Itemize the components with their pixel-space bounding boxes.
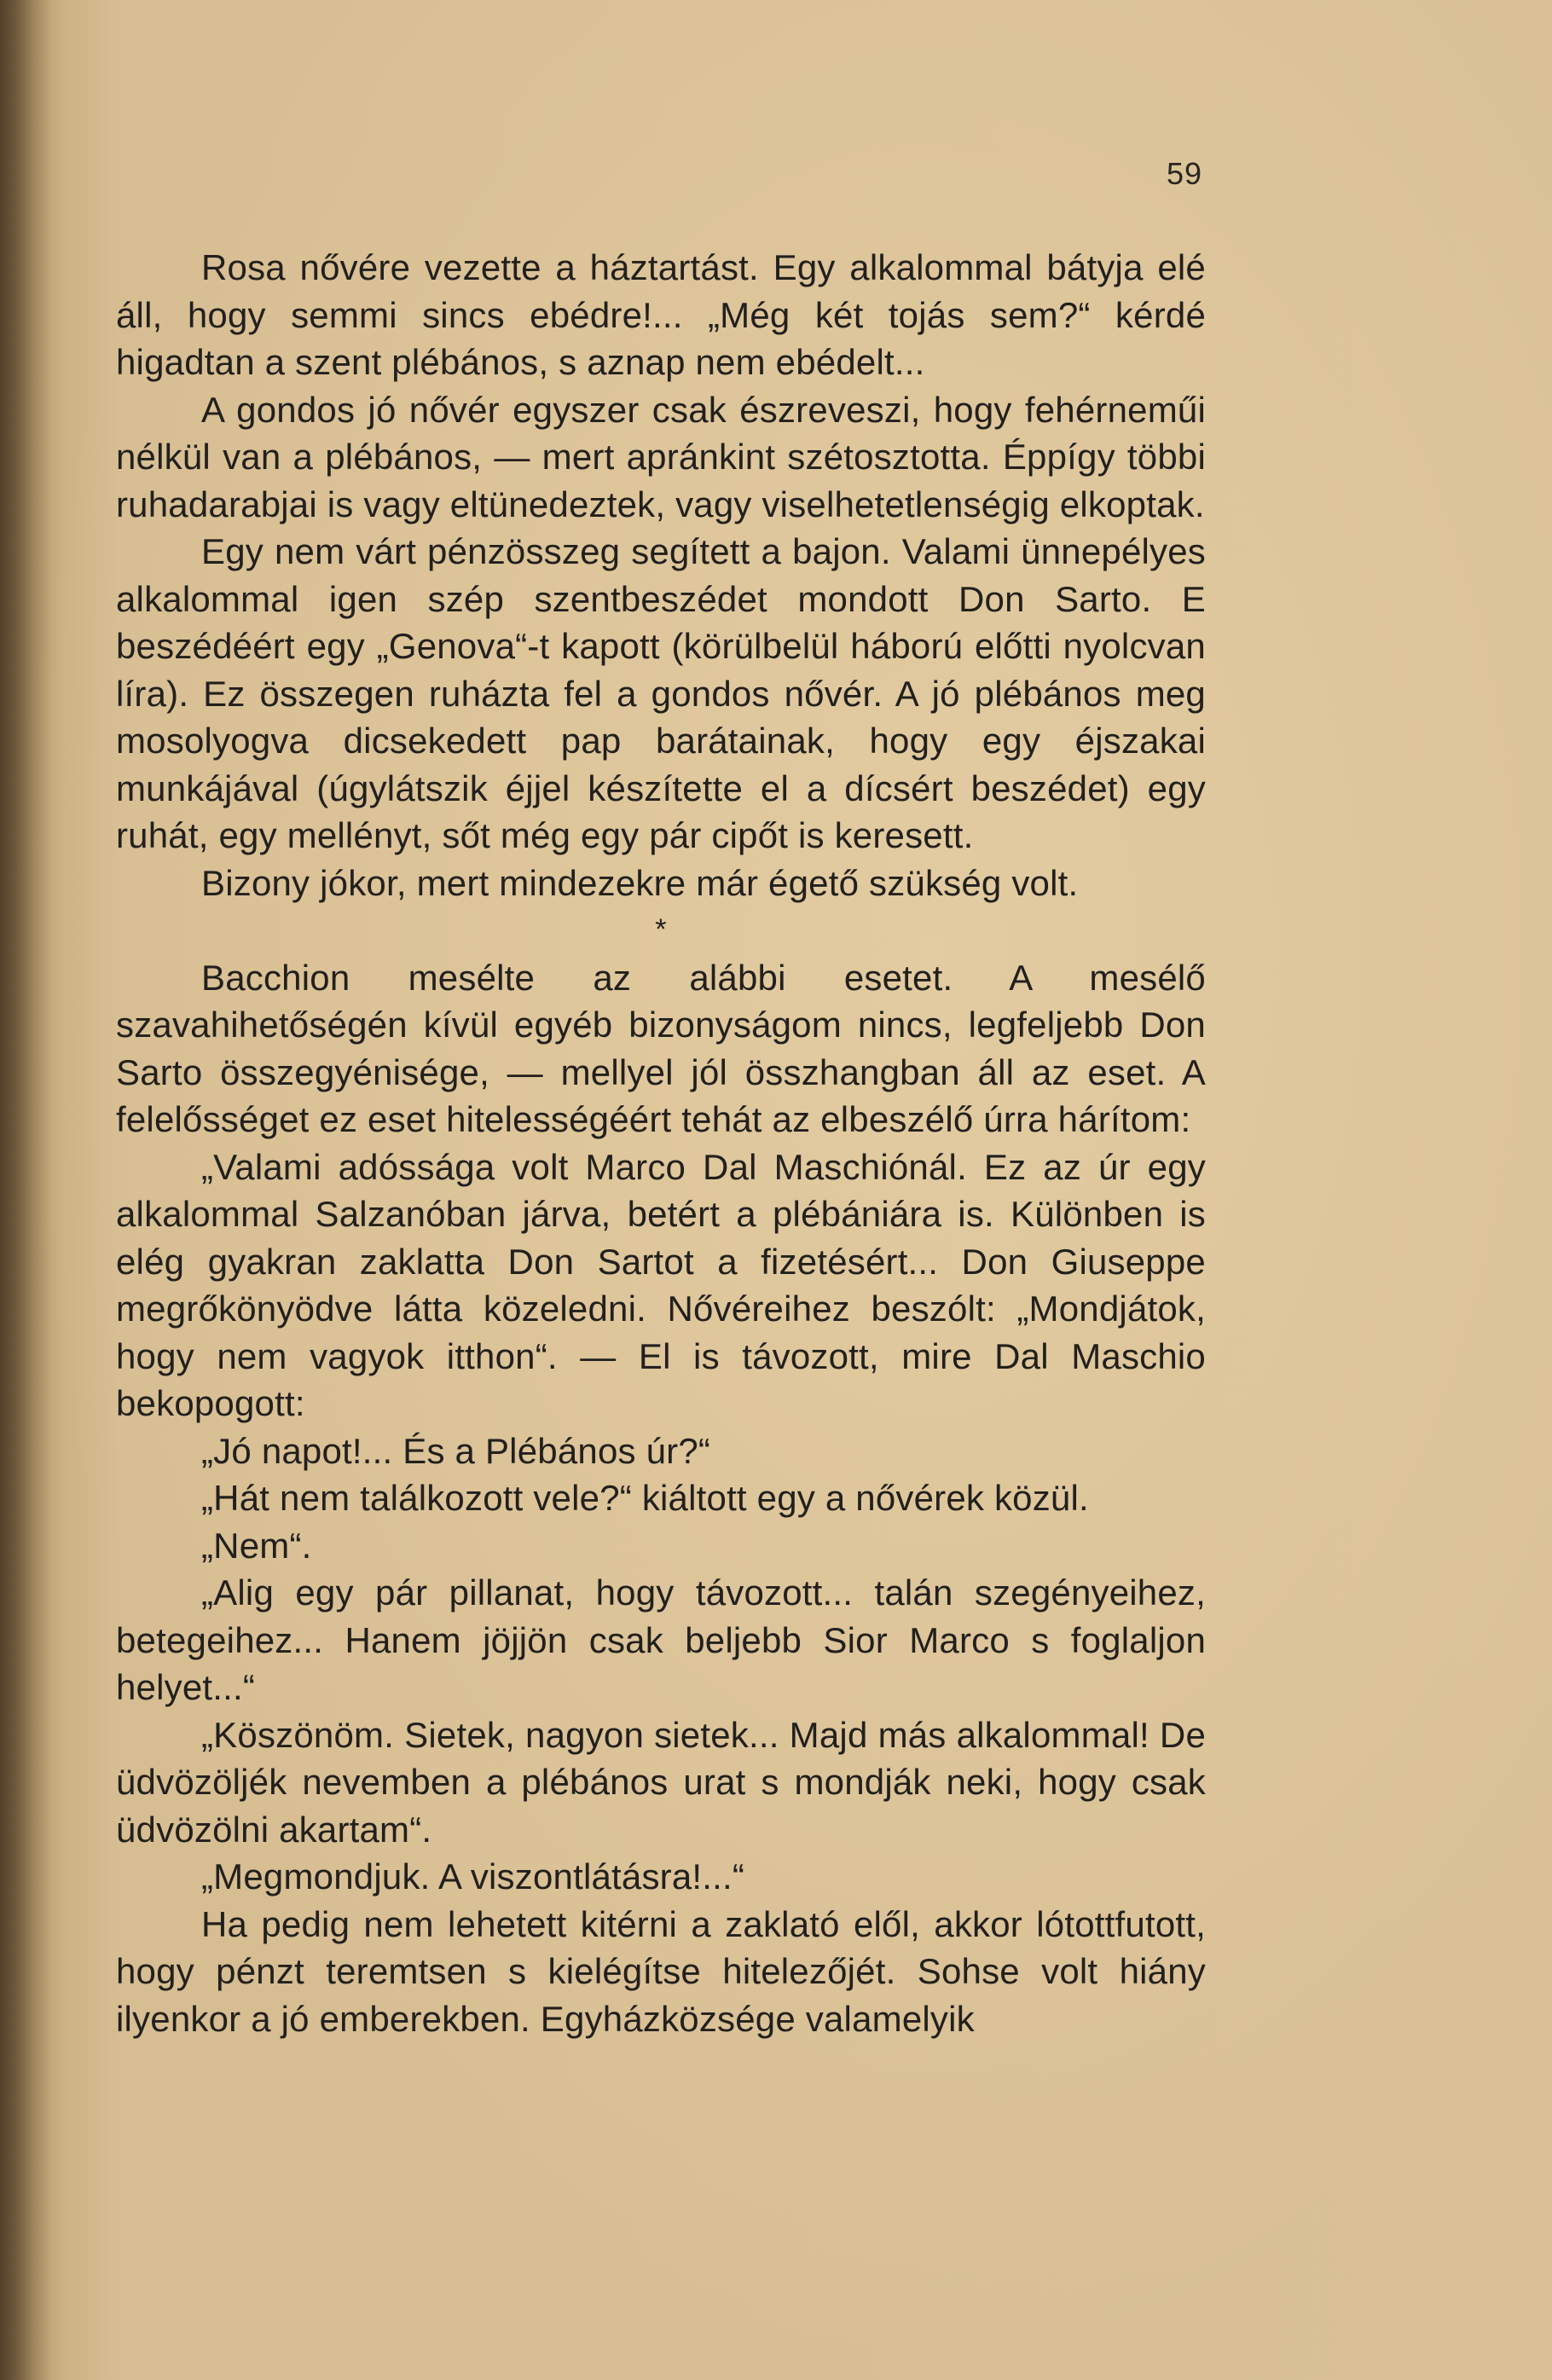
paragraph: „Hát nem találkozott vele?“ kiáltott egy a nővérek közül. [201, 1478, 1089, 1518]
page-number: 59 [1167, 156, 1203, 191]
paragraph: „Köszönöm. Sietek, nagyon sietek... Majd más alkalommal! De üdvözöljék nevemben a plébános urat s mondják neki, hogy csak üdvözölni akartam“. [116, 1714, 1206, 1850]
paragraph: Rosa nővére vezette a háztartást. Egy alkalommal bátyja elé áll, hogy semmi sincs ebédre!... „Még két tojás sem?“ kérdé higadtan a szent plébános, s aznap nem ebédelt... [116, 247, 1206, 382]
paragraph: Egy nem várt pénzösszeg segített a bajon. Valami ünnepélyes alkalommal igen szép szentbeszédet mondott Don Sarto. E beszédéért egy „Genova“-t kapott (körülbelül háború előtti nyolcvan líra). Ez összegen ruházta fel a gondos nővér. A jó plébános meg mosolyogva dicsekedett pap barátainak, hogy egy éjszakai munkájával (úgylátszik éjjel készítette el a dícsért beszédet) egy ruhát, egy mellényt, sőt még egy pár cipőt is keresett. [116, 531, 1206, 855]
paragraph: Bizony jókor, mert mindezekre már égető szükség volt. [201, 862, 1079, 903]
gutter-shadow [0, 0, 51, 2380]
body-text [116, 244, 1206, 2042]
paragraph: Bacchion mesélte az alábbi esetet. A mesélő szavahihetőségén kívül egyéb bizonyságom nincs, legfeljebb Don Sarto összegyénisége, — mellyel jól összhangban áll az eset. A felelősséget ez eset hitelességéért tehát az elbeszélő úrra hárítom: [116, 957, 1206, 1139]
paragraph: Ha pedig nem lehetett kitérni a zaklató elől, akkor lótottfutott, hogy pénzt teremtsen s kielégítse hitelezőjét. Sohse volt hiány ilyenkor a jó emberekben. Egyházközsége valamelyik [116, 1903, 1206, 2039]
paragraph: A gondos jó nővér egyszer csak észreveszi, hogy fehérneműi nélkül van a plébános, — mert apránkint szétosztotta. Éppígy többi ruhadarabjai is vagy eltünedeztek, vagy viselhetetlenségig elkoptak. [116, 389, 1206, 524]
paragraph: „Valami adóssága volt Marco Dal Maschiónál. Ez az úr egy alkalommal Salzanóban járva, betért a plébániára is. Különben is elég gyakran zaklatta Don Sartot a fizetésért... Don Giuseppe megrőkönyödve látta közeledni. Nővéreihez beszólt: „Mondjátok, hogy nem vagyok itthon“. — El is távozott, mire Dal Maschio bekopogott: [116, 1146, 1206, 1423]
paragraph: „Nem“. [201, 1525, 312, 1566]
paragraph: „Jó napot!... És a Plébános úr?“ [201, 1430, 711, 1471]
paragraph: „Megmondjuk. A viszontlátásra!...“ [201, 1856, 745, 1896]
section-separator: * [655, 913, 667, 946]
paragraph: „Alig egy pár pillanat, hogy távozott... talán szegényeihez, betegeihez... Hanem jöjjön csak beljebb Sior Marco s foglaljon helyet...“ [116, 1572, 1206, 1707]
